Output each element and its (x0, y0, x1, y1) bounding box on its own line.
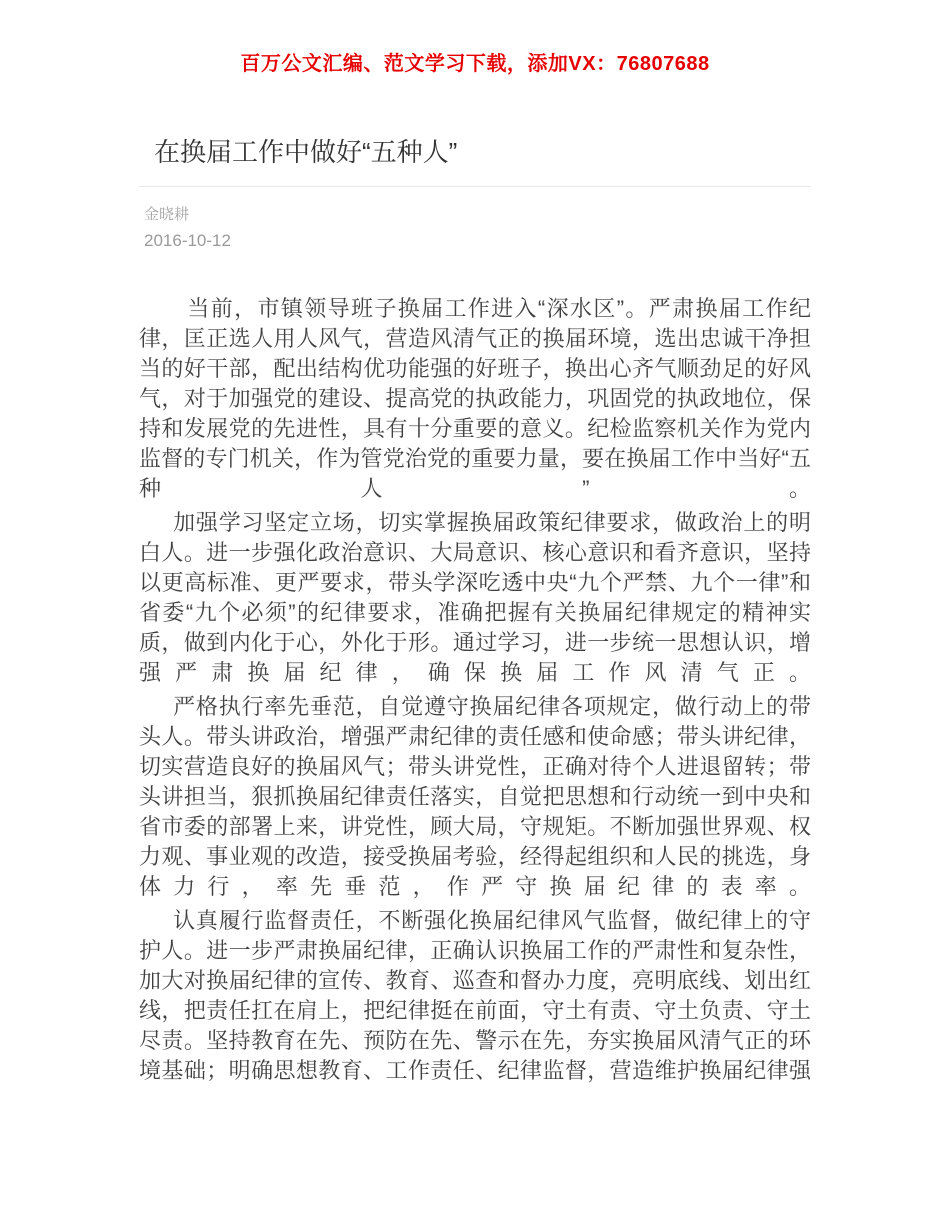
article-date: 2016-10-12 (144, 231, 231, 250)
article-meta (139, 204, 811, 252)
promo-banner (0, 0, 950, 76)
article-paragraph: 严格执行率先垂范，自觉遵守换届纪律各项规定，做行动上的带头人。带头讲政治，增强严肃纪律的责任感和使命感；带头讲纪律，切实营造良好的换届风气；带头讲党性，正确对待个人进退留转；带头讲担当，狠抓换届纪律责任落实，自觉把思想和行动统一到中央和省市委的部署上来，讲党性，顾大局，守规矩。不断加强世界观、权力观、事业观的改造，接受换届考验，经得起组织和人民的挑选，身体力行，率先垂范，作严守换届纪律的表率。 (139, 694, 811, 899)
article-paragraph: 认真履行监督责任，不断强化换届纪律风气监督，做纪律上的守护人。进一步严肃换届纪律，正确认识换届工作的严肃性和复杂性，加大对换届纪律的宣传、教育、巡查和督办力度，亮明底线、划出红线，把责任扛在肩上，把纪律挺在前面，守土有责、守土负责、守土尽责。坚持教育在先、预防在先、警示在先，夯实换届风清气正的环境基础；明确思想教育、工作责任、纪律监督，营造维护换届纪律强 (139, 908, 811, 1083)
article-paragraph: 当前，市镇领导班子换届工作进入“深水区”。严肃换届工作纪律，匡正选人用人风气，营造风清气正的换届环境，选出忠诚干净担当的好干部，配出结构优功能强的好班子，换出心齐气顺劲足的好风气，对于加强党的建设、提高党的执政能力，巩固党的执政地位，保持和发展党的先进性，具有十分重要的意义。纪检监察机关作为党内监督的专门机关，作为管党治党的重要力量，要在换届工作中当好“五种人”。 (139, 296, 811, 501)
article-paragraph: 加强学习坚定立场，切实掌握换届政策纪律要求，做政治上的明白人。进一步强化政治意识、大局意识、核心意识和看齐意识，坚持以更高标准、更严要求，带头学深吃透中央“九个严禁、九个一律”和省委“九个必须”的纪律要求，准确把握有关换届纪律规定的精神实质，做到内化于心，外化于形。通过学习，进一步统一思想认识，增强严肃换届纪律，确保换届工作风清气正。 (139, 510, 811, 685)
article-body (139, 294, 811, 1086)
article-author: 金晓耕 (144, 206, 190, 223)
article-title: 在换届工作中做好“五种人” (154, 137, 458, 167)
article-header (139, 136, 811, 187)
promo-banner-text: 百万公文汇编、范文学习下载，添加VX：76807688 (240, 53, 710, 75)
article (139, 136, 811, 1086)
